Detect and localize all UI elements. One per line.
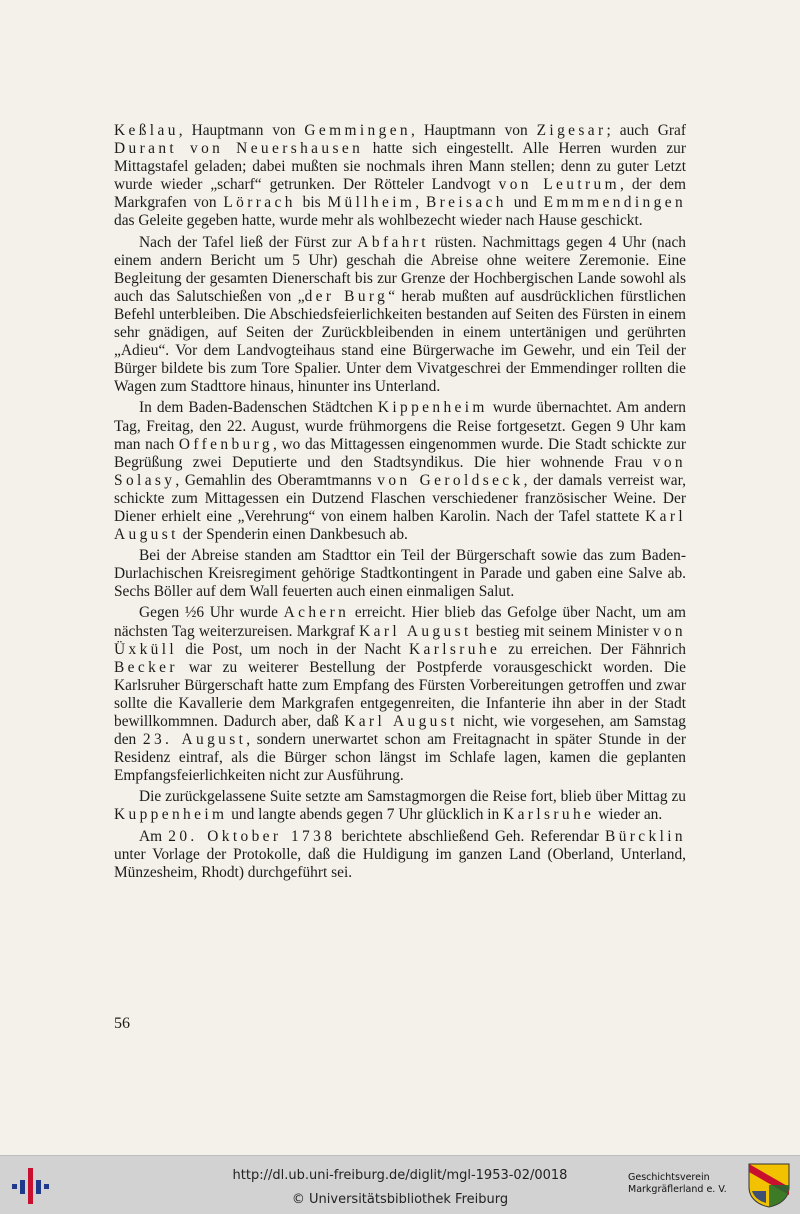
- spaced-name: Lörrach: [223, 194, 296, 212]
- text-run: Nach der Tafel ließ der Fürst zur: [139, 233, 358, 251]
- copyright-notice: © Universitätsbibliothek Freiburg: [291, 1192, 509, 1207]
- spaced-name: von Leutrum: [498, 176, 620, 194]
- paragraph: [114, 547, 686, 601]
- text-run: Gegen ½6 Uhr wurde: [139, 604, 284, 622]
- paragraph: [114, 399, 686, 544]
- text-run: hatte sich eingestellt. Alle Herren wurden zur Mittagstafel geladen; dabei mußten sie nochmals ihren Mann stellen; denn zu guter Letzt wurde wieder „scharf“ getrunken. Der Rötteler Landvogt: [114, 140, 686, 194]
- spaced-name: Karlsruhe: [503, 806, 595, 824]
- permalink-url[interactable]: http://dl.ub.uni-freiburg.de/diglit/mgl-1953-02/0018: [232, 1168, 568, 1183]
- spaced-name: Emmmendingen: [543, 194, 687, 212]
- text-run: und: [506, 194, 544, 212]
- text-run: In dem Baden-Badenschen Städtchen: [139, 399, 378, 417]
- text-run: rüsten. Nachmittags gegen 4 Uhr (nach einem andern Bericht um 5 Uhr) geschah die Abreise ohne weitere Zeremonie. Eine Begleitung der gesamten Dienerschaft bis zur Grenze der Hochbergischen Lande sowohl als auch das Salutschießen von „: [114, 233, 687, 305]
- spaced-name: Breisach: [425, 194, 507, 212]
- viewer-footer: [0, 1155, 800, 1214]
- spaced-name: von Geroldseck: [377, 471, 524, 489]
- text-run: , Hauptmann von: [411, 122, 537, 139]
- text-run: und langte abends gegen 7 Uhr glücklich in: [227, 806, 504, 824]
- text-run: erreicht. Hier blieb das Gefolge über Nacht, um am nächsten Tag weiterzureisen. Markgraf: [114, 604, 686, 640]
- society-name-line1: Geschichtsverein: [628, 1172, 710, 1183]
- text-run: zu erreichen. Der Fähnrich: [500, 640, 686, 658]
- text-run: Am: [139, 827, 169, 845]
- spaced-name: 20. Oktober 1738: [168, 827, 336, 845]
- spaced-name: Abfahrt: [357, 233, 429, 251]
- spaced-name: Müllheim: [327, 194, 416, 212]
- spaced-name: der Burg: [304, 287, 389, 305]
- text-run: , wo das Mittagessen eingenommen wurde. Die Stadt schickte zur Begrüßung zwei Deputierte und den Stadtsyndikus. Die hier wohnende Frau: [114, 435, 686, 471]
- text-run: , der damals verreist war, schickte zum Mittagessen ein Dutzend Flaschen verschiedener französischer Weine. Der Diener erhielt eine „Verehrung“ von einem halben Karolin. Nach der Tafel stattete: [114, 471, 686, 525]
- text-run: bis: [295, 194, 328, 212]
- text-run: der Spenderin einen Dankbesuch ab.: [178, 526, 408, 544]
- coat-of-arms-icon[interactable]: [746, 1161, 792, 1209]
- spaced-name: Zigesar: [536, 122, 607, 139]
- spaced-name: Achern: [283, 604, 350, 622]
- page-number: 56: [114, 1015, 130, 1032]
- spaced-name: Keßlau: [114, 122, 179, 139]
- society-name[interactable]: [628, 1172, 738, 1196]
- text-run: wurde übernachtet. Am andern Tag, Freitag, den 22. August, wurde frühmorgens die Reise fortgesetzt. Gegen 9 Uhr kam man nach: [114, 399, 686, 453]
- text-run: Die zurückgelassene Suite setzte am Samstagmorgen die Reise fort, blieb über Mittag zu: [139, 788, 686, 806]
- text-run: Bei der Abreise standen am Stadttor ein Teil der Bürgerschaft sowie das zum Baden-Durlachischen Kreisregiment gehörige Stadtkontingent in Parade und gaben eine Salve ab. Sechs Böller auf dem Wall feuerten auch einen einmaligen Salut.: [114, 547, 686, 601]
- document-body: [114, 122, 686, 885]
- text-run: ,: [415, 194, 426, 212]
- paragraph: [114, 604, 686, 785]
- society-name-line2: Markgräflerland e. V.: [628, 1184, 727, 1195]
- text-run: , Hauptmann von: [178, 122, 305, 139]
- text-run: das Geleite gegeben hatte, wurde mehr als wohlbezecht wieder nach Hause geschickt.: [114, 212, 643, 230]
- spaced-name: 23. August: [142, 731, 247, 749]
- paragraph: [114, 122, 686, 231]
- text-run: “ herab mußten auf ausdrücklichen fürstlichen Befehl unterbleiben. Die Abschiedsfeierlichkeiten bestanden auf Seiten des Fürsten in einem sehr gnädigen, auf Seiten der Zurückbleibenden in einem untertänigen und gerührten „Adieu“. Vor dem Landvogteihaus stand eine Bürgerwache im Gewehr, und ein Teil der Bürger bildete bis zum Tore Spalier. Unter dem Vivatgeschrei der Emmendinger rollten die Wagen zum Stadttore hinaus, hinunter ins Unterland.: [114, 287, 687, 396]
- text-run: unter Vorlage der Protokolle, daß die Huldigung im ganzen Land (Oberland, Unterland, Münzesheim, Rhodt) durchgeführt sei.: [114, 845, 686, 881]
- spaced-name: Durant von Neuershausen: [114, 140, 364, 158]
- paragraph: [114, 234, 686, 397]
- spaced-name: von Üxküll: [114, 622, 686, 658]
- spaced-name: Bürcklin: [605, 827, 687, 845]
- spaced-name: Kippenheim: [377, 399, 488, 417]
- spaced-name: Karl August: [359, 622, 472, 640]
- text-run: die Post, um noch in der Nacht: [177, 640, 410, 658]
- spaced-name: Becker: [114, 658, 178, 676]
- spaced-name: Karlsruhe: [409, 640, 501, 658]
- text-run: berichtete abschließend Geh. Referendar: [335, 827, 606, 845]
- spaced-name: Kuppenheim: [114, 806, 228, 824]
- text-run: ; auch Graf: [606, 122, 686, 139]
- text-run: wieder an.: [594, 806, 663, 824]
- paragraph: [114, 788, 686, 824]
- spaced-name: Offenburg: [178, 435, 273, 453]
- spaced-name: Karl August: [344, 713, 458, 730]
- paragraph: [114, 828, 686, 882]
- text-run: war zu weiterer Bestellung der Postpferde vorausgeschickt worden. Die Karlsruher Bürgerschaft hatte zum Empfang des Fürsten Vorbereitungen getroffen und zwar sollte die Kavallerie dem Markgrafen entgegenreiten, die Infanterie ihn aber in der Stadt bewillkommnen. Dadurch aber, daß: [114, 658, 686, 730]
- text-run: , Gemahlin des Oberamtmanns: [175, 471, 378, 489]
- text-run: bestieg mit seinem Minister: [471, 622, 653, 640]
- spaced-name: von Solasy: [114, 453, 686, 489]
- text-run: nicht, wie vorgesehen, am Samstag den: [114, 713, 686, 749]
- text-run: , sondern unerwartet schon am Freitagnacht in später Stunde in der Residenz eintraf, als die Bürger schon längst im Schlafe lagen, kamen die geplanten Empfangsfeierlichkeiten nicht zur Ausführung.: [114, 731, 686, 785]
- spaced-name: Gemmingen: [304, 122, 411, 139]
- spaced-name: Karl August: [114, 507, 686, 544]
- text-run: , der dem Markgrafen von: [114, 176, 686, 212]
